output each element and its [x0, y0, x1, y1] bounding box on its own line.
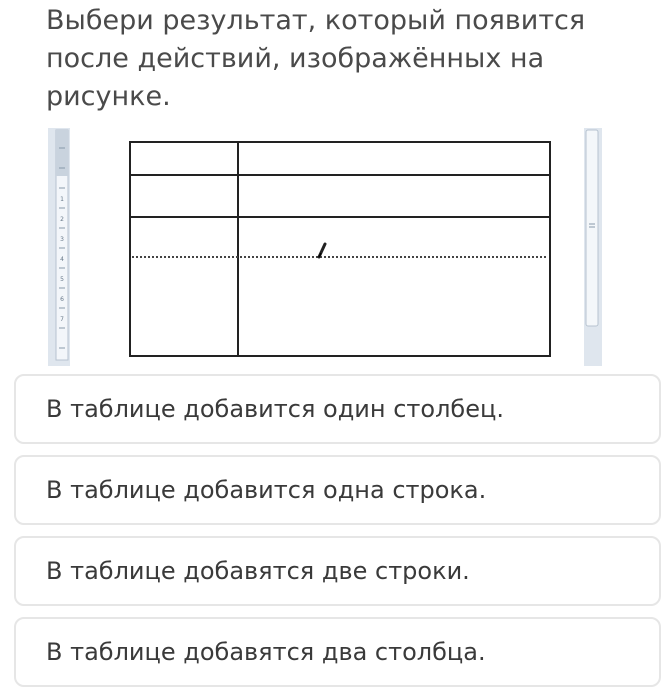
- table-illustration: [44, 128, 604, 366]
- table-drawing: [44, 128, 604, 366]
- answer-label: В таблице добавятся два столбца.: [46, 638, 486, 666]
- answer-option-1[interactable]: [14, 374, 661, 444]
- answer-label: В таблице добавятся две строки.: [46, 557, 470, 585]
- vertical-scrollbar[interactable]: [584, 128, 602, 366]
- answer-label: В таблице добавится одна строка.: [46, 476, 487, 504]
- question-text: Выбери результат, который появится после действий, изображённых на рисунке.: [46, 5, 586, 112]
- ruler-mark: 1: [60, 196, 64, 203]
- answer-options: [14, 374, 661, 698]
- ruler-mark: 6: [60, 296, 64, 303]
- ruler-mark: 5: [60, 276, 64, 283]
- ruler-mark: 3: [60, 236, 64, 243]
- answer-option-3[interactable]: [14, 536, 661, 606]
- answer-option-2[interactable]: [14, 455, 661, 525]
- ruler-mark: 4: [60, 256, 64, 263]
- answer-option-4[interactable]: [14, 617, 661, 687]
- ruler-mark: 2: [60, 216, 64, 223]
- pencil-icon: [319, 244, 325, 257]
- ruler-mark: 7: [60, 316, 64, 323]
- vertical-ruler: [48, 128, 70, 366]
- answer-label: В таблице добавится один столбец.: [46, 395, 504, 423]
- table-grid: [130, 142, 550, 356]
